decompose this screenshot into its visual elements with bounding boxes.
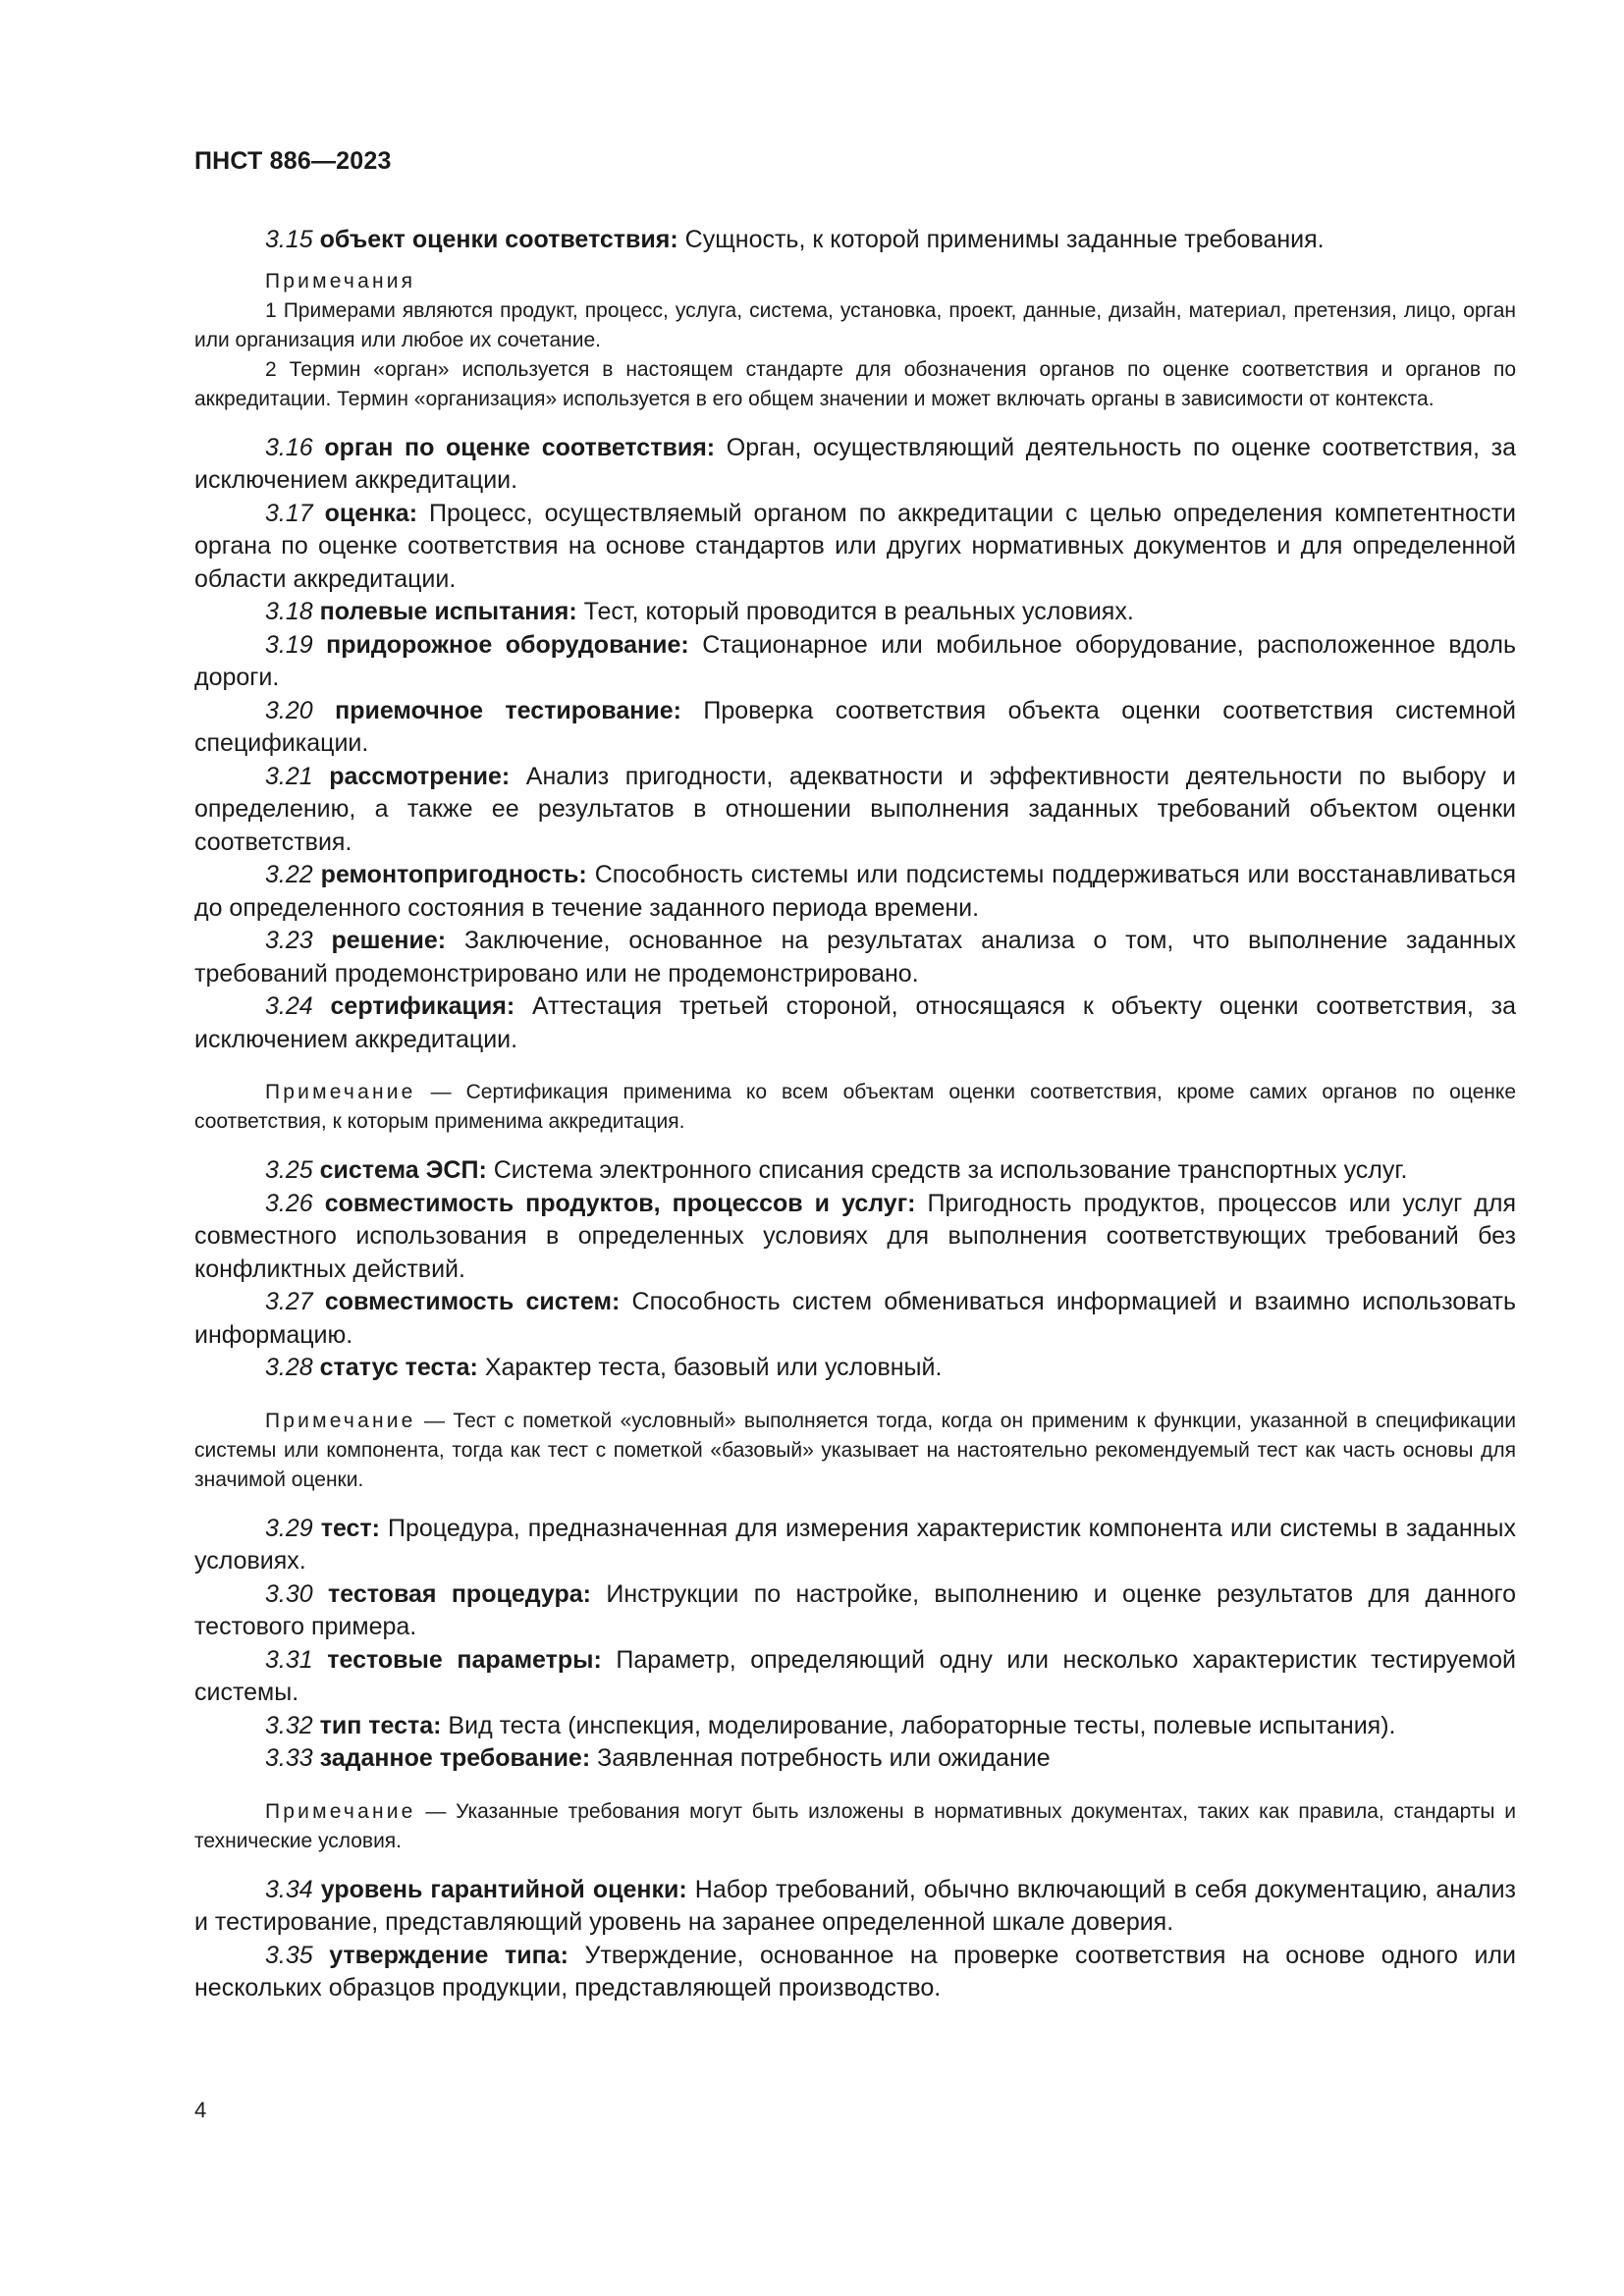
term-entry xyxy=(194,629,1516,695)
term-definition: Проверка соответствия объекта оценки соответствия системной спецификации. xyxy=(194,696,1516,757)
term-name: совместимость систем: xyxy=(324,1288,621,1315)
term-entry xyxy=(194,1286,1516,1352)
term-entry xyxy=(194,596,1516,629)
term-name: рассмотрение: xyxy=(329,762,511,790)
term-name: объект оценки соответствия: xyxy=(319,226,678,253)
term-name: полевые испытания: xyxy=(319,598,577,625)
term-number: 3.20 xyxy=(265,696,313,724)
term-definition: Характер теста, базовый или условный. xyxy=(477,1354,943,1381)
term-number: 3.16 xyxy=(265,433,313,461)
term-definition: Пригодность продуктов, процессов или услуг для совместного использования в определенных условиях для выполнения соответствующих требований без конфликтных действий. xyxy=(194,1189,1516,1283)
term-definition: Система электронного списания средств за использование транспортных услуг. xyxy=(486,1156,1408,1184)
document-header: ПНСТ 886—2023 xyxy=(194,147,392,175)
term-name: утверждение типа: xyxy=(329,1941,568,1969)
term-definition: Инструкции по настройке, выполнению и оценке результатов для данного тестового примера. xyxy=(194,1579,1517,1640)
term-name: заданное требование: xyxy=(319,1744,591,1772)
term-definition: Заключение, основанное на результатах анализа о том, что выполнение заданных требований продемонстрировано или не продемонстрировано. xyxy=(194,927,1516,988)
note-label: Примечание xyxy=(265,1799,416,1823)
term-number: 3.24 xyxy=(265,992,313,1020)
term-number: 3.19 xyxy=(265,630,313,659)
term-definition: Анализ пригодности, адекватности и эффективности деятельности по выбору и определению, а также ее результатов в отношении выполнения заданных требований объектом оценки соответствия. xyxy=(194,762,1516,856)
term-name: орган по оценке соответствия: xyxy=(324,433,716,461)
term-definition: Заявленная потребность или ожидание xyxy=(590,1744,1051,1772)
term-name: тестовые параметры: xyxy=(327,1645,602,1674)
term-number: 3.18 xyxy=(265,598,313,625)
term-entry xyxy=(194,1940,1516,2005)
term-entry xyxy=(194,224,1516,257)
note-block xyxy=(194,1078,1516,1137)
term-number: 3.34 xyxy=(265,1875,313,1903)
term-definition: Тест, который проводится в реальных условиях. xyxy=(576,598,1134,625)
term-name: совместимость продуктов, процессов и услуг: xyxy=(324,1189,916,1217)
note-item: 1 Примерами являются продукт, процесс, услуга, система, установка, проект, данные, дизайн, материал, претензия, лицо, орган или организация или любое их сочетание. xyxy=(194,298,1516,351)
note-label: Примечание xyxy=(265,1409,416,1432)
term-name: придорожное оборудование: xyxy=(326,630,689,659)
term-entry xyxy=(194,925,1516,990)
term-name: оценка: xyxy=(324,499,418,527)
term-definition: Процедура, предназначенная для измерения характеристик компонента или системы в заданных условиях. xyxy=(194,1514,1516,1575)
term-number: 3.15 xyxy=(265,226,313,253)
term-name: тест: xyxy=(320,1514,380,1542)
term-entry xyxy=(194,1742,1516,1776)
notes-block xyxy=(194,267,1516,414)
term-number: 3.27 xyxy=(265,1288,313,1315)
term-number: 3.30 xyxy=(265,1579,313,1608)
term-entry xyxy=(194,1874,1516,1940)
term-number: 3.25 xyxy=(265,1156,313,1184)
note-block xyxy=(194,1797,1516,1856)
note-label: Примечание xyxy=(265,1081,416,1103)
note-body: — Указанные требования могут быть изложены в нормативных документах, таких как правила, стандарты и технические условия. xyxy=(194,1799,1516,1852)
term-entry xyxy=(194,761,1516,860)
term-entry xyxy=(194,432,1516,498)
term-definition: Стационарное или мобильное оборудование, расположенное вдоль дороги. xyxy=(194,630,1516,691)
term-name: решение: xyxy=(331,927,447,954)
term-entry xyxy=(194,1710,1516,1743)
note-block xyxy=(194,1407,1516,1495)
terms-section xyxy=(194,224,1516,2005)
term-definition: Утверждение, основанное на проверке соответствия на основе одного или нескольких образцов продукции, представляющей производство. xyxy=(194,1941,1516,2002)
term-name: тип теста: xyxy=(319,1711,442,1739)
term-definition: Способность систем обмениваться информацией и взаимно использовать информацию. xyxy=(194,1288,1516,1349)
term-name: тестовая процедура: xyxy=(328,1579,591,1608)
term-number: 3.35 xyxy=(265,1941,313,1969)
term-name: уровень гарантийной оценки: xyxy=(320,1875,687,1903)
term-entry xyxy=(194,1352,1516,1385)
page-number: 4 xyxy=(194,2098,207,2122)
term-number: 3.26 xyxy=(265,1189,313,1217)
note-text xyxy=(194,1407,1516,1495)
note-text xyxy=(194,1797,1516,1856)
notes-heading: Примечания xyxy=(265,269,416,293)
term-number: 3.22 xyxy=(265,861,313,888)
term-definition: Набор требований, обычно включающий в себя документацию, анализ и тестирование, представляющий уровень на заранее определенной шкале доверия. xyxy=(194,1875,1516,1936)
term-entry xyxy=(194,1644,1516,1710)
term-definition: Аттестация третьей стороной, относящаяся к объекту оценки соответствия, за исключением аккредитации. xyxy=(194,992,1516,1053)
term-number: 3.33 xyxy=(265,1744,313,1772)
term-entry xyxy=(194,695,1516,761)
term-entry xyxy=(194,1578,1516,1644)
term-entry xyxy=(194,1154,1516,1188)
term-definition: Процесс, осуществляемый органом по аккредитации с целью определения компетентности органа по оценке соответствия на основе стандартов или других нормативных документов и для определенной области аккредитации. xyxy=(194,499,1516,593)
term-number: 3.21 xyxy=(265,762,313,790)
term-entry xyxy=(194,859,1516,925)
term-entry xyxy=(194,1513,1516,1578)
term-name: приемочное тестирование: xyxy=(335,696,681,724)
term-definition: Сущность, к которой применимы заданные требования. xyxy=(677,226,1325,253)
term-name: ремонтопригодность: xyxy=(320,861,587,888)
note-body: — Сертификация применима ко всем объектам оценки соответствия, кроме самих органов по оценке соответствия, к которым применима аккредитация. xyxy=(194,1081,1516,1133)
term-entry xyxy=(194,498,1516,597)
term-number: 3.17 xyxy=(265,499,313,527)
term-definition: Способность системы или подсистемы поддерживаться или восстанавливаться до определенного состояния в течение заданного периода времени. xyxy=(194,861,1517,922)
term-number: 3.31 xyxy=(265,1645,313,1674)
note-text xyxy=(194,1078,1516,1137)
term-entry xyxy=(194,1188,1516,1287)
note-item: 2 Термин «орган» используется в настоящем стандарте для обозначения органов по оценке соответствия и органов по аккредитации. Термин «организация» используется в его общем значении и может включать органы в зависимости от контекста. xyxy=(194,357,1516,410)
term-entry xyxy=(194,990,1516,1056)
term-number: 3.23 xyxy=(265,927,313,954)
term-number: 3.32 xyxy=(265,1711,313,1739)
note-body: — Тест с пометкой «условный» выполняется тогда, когда он применим к функции, указанной в спецификации системы или компонента, тогда как тест с пометкой «базовый» указывает на настоятельно рекомендуемый тест как часть основы для значимой оценки. xyxy=(194,1409,1516,1491)
term-name: система ЭСП: xyxy=(319,1156,487,1184)
term-definition: Орган, осуществляющий деятельность по оценке соответствия, за исключением аккредитации. xyxy=(194,433,1516,494)
term-name: сертификация: xyxy=(330,992,515,1020)
term-name: статус теста: xyxy=(319,1354,478,1381)
term-definition: Вид теста (инспекция, моделирование, лабораторные тесты, полевые испытания). xyxy=(441,1711,1396,1739)
term-definition: Параметр, определяющий одну или несколько характеристик тестируемой системы. xyxy=(194,1645,1516,1706)
term-number: 3.28 xyxy=(265,1354,313,1381)
term-number: 3.29 xyxy=(265,1514,313,1542)
